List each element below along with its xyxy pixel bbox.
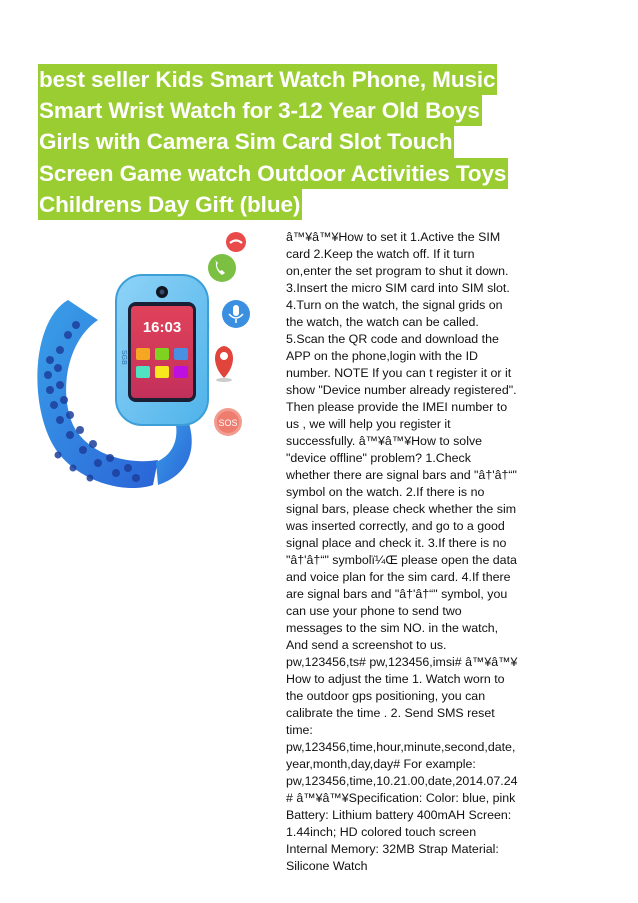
product-description: â™¥â™¥How to set it 1.Active the SIM card 2.Keep the watch off. If it turn on,enter the set program to shut it down. 3.Insert the micro SIM card into SIM slot. 4.Turn on the watch, the signal grids on the watch, the watch can be called. 5.Scan the QR code and download the APP on the phone,login with the ID number. NOTE If you can t register it or it show "Device number already registered". Then please provide the IMEI number to us , we will help you register it successfully. â™¥â™¥How to solve "device offline" problem? 1.Check whether there are signal bars and "â†'â†“" symbol on the watch. 2.If there is no signal bars, please check whether the sim was inserted correctly, and go to a good signal place and check it. 3.If there is no "â†'â†“" symbolï¼Œ please open the data and voice plan for the sim card. 4.If there are signal bars and "â†'â†“" symbol, you can use your phone to send two messages to the sim NO. in the watch, And send a screenshot to us. pw,123456,ts# pw,123456,imsi# â™¥â™¥ How to adjust the time 1. Watch worn to the outdoor gps positioning, you can calibrate the time . 2. Send SMS reset time: pw,123456,time,hour,minute,second,date,year,month,day,day# For example: pw,123456,time,10.21.00,date,2014.07.24# â™¥â™¥Specification: Color: blue, pink Battery: Lithium battery 400mAH Screen: 1.44inch; HD colored touch screen Internal Memory: 32MB Strap Material: Silicone Watch [286,230,518,873]
sos-icon [214,408,242,436]
strap-label: SGB [120,350,127,365]
title-line: best seller Kids Smart Watch Phone, Music [38,64,497,95]
title-line: Screen Game watch Outdoor Activities Toys [38,158,508,189]
product-image [28,230,268,530]
watch-screen-time: 16:03 [142,319,182,336]
title-line: Smart Wrist Watch for 3-12 Year Old Boys [38,95,482,126]
phone-call-icon [208,254,236,282]
phone-hangup-icon [226,232,246,252]
page-title [38,64,598,220]
title-line: Girls with Camera Sim Card Slot Touch [38,126,454,157]
sos-text: SOS [218,418,238,428]
location-pin-icon [215,346,233,382]
watch-body [116,275,208,425]
title-line: Childrens Day Gift (blue) [38,189,302,220]
microphone-icon [222,300,250,328]
